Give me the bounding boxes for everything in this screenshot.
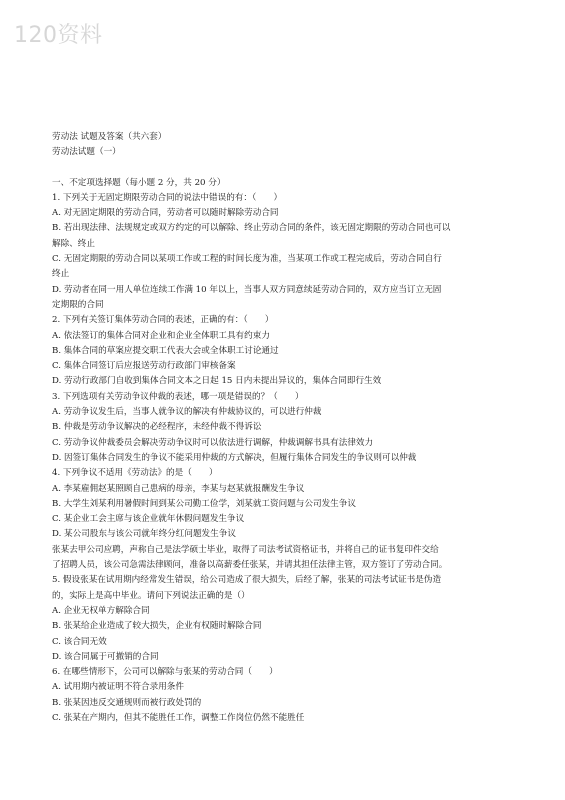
text-line: 定期限的合同 <box>52 299 104 310</box>
text-line: B. 仲裁是劳动争议解决的必经程序，未经仲裁不得诉讼 <box>52 422 262 433</box>
watermark-logo: 120资料 <box>14 23 103 48</box>
document-subtitle: 劳动法试题（一） <box>52 147 121 158</box>
text-line: C. 集体合同签订后应报送劳动行政部门审核备案 <box>52 361 236 372</box>
text-line: 解除、终止 <box>52 238 95 249</box>
text-line: C. 某企业工会主席与该企业就年休假问题发生争议 <box>52 514 245 525</box>
section-heading: 一、不定项选择题（每小题 2 分，共 20 分） <box>52 177 226 188</box>
text-line: B. 张某给企业造成了较大损失，企业有权随时解除合同 <box>52 621 262 632</box>
text-line: 终止 <box>52 269 70 280</box>
spacer <box>52 161 528 176</box>
text-line: 2. 下列有关签订集体劳动合同的表述，正确的有：（ ） <box>52 315 274 326</box>
text-line: D. 该合同属于可撤销的合同 <box>52 651 159 662</box>
text-line: B. 大学生刘某利用暑假时间到某公司勤工俭学，刘某就工资问题与公司发生争议 <box>52 498 356 509</box>
text-line: B. 若出现法律、法规规定或双方约定的可以解除、终止劳动合同的条件，该无固定期限的劳动合同也可以 <box>52 223 451 234</box>
text-line: 5. 假设张某在试用期内经常发生错误，给公司造成了很大损失，后经了解，张某的司法考试证书是伪造 <box>52 575 442 586</box>
text-line: 的，实际上是高中毕业。请问下列说法正确的是（） <box>52 590 250 601</box>
text-line: C. 该合同无效 <box>52 636 107 647</box>
text-line: D. 因签订集体合同发生的争议不能采用仲裁的方式解决，但履行集体合同发生的争议则可以仲裁 <box>52 452 417 463</box>
text-line: D. 某公司股东与该公司就年终分红问题发生争议 <box>52 529 236 540</box>
text-line: B. 集体合同的草案应提交职工代表大会或全体职工讨论通过 <box>52 345 279 356</box>
text-line: 4. 下列争议不适用《劳动法》的是（ ） <box>52 468 218 479</box>
text-line: 3. 下列选项有关劳动争议仲裁的表述，哪一项是错误的？（ ） <box>52 391 304 402</box>
question-list <box>52 191 528 726</box>
text-line: A. 试用期内被证明不符合录用条件 <box>52 682 184 693</box>
text-line: A. 劳动争议发生后，当事人就争议的解决有仲裁协议的，可以进行仲裁 <box>52 407 322 418</box>
document-title: 劳动法 试题及答案（共六套） <box>52 132 167 142</box>
text-line: 1. 下列关于无固定期限劳动合同的说法中错误的有：（ ） <box>52 192 283 203</box>
text-line: C. 无固定期限的劳动合同以某项工作或工程的时间长度为准，当某项工作或工程完成后，劳动合同自行 <box>52 254 442 265</box>
text-line: 6. 在哪些情形下，公司可以解除与张某的劳动合同（ ） <box>52 667 278 678</box>
document-body <box>52 130 528 726</box>
text-line: C. 张某在产期内，但其不能胜任工作，调整工作岗位仍然不能胜任 <box>52 712 305 723</box>
text-line: B. 张某因违反交通规则而被行政处罚的 <box>52 697 202 708</box>
text-line: A. 李某雇佣赵某照顾自己患病的母亲，李某与赵某就报酬发生争议 <box>52 483 305 494</box>
text-line: 张某去甲公司应聘，声称自己是法学硕士毕业，取得了司法考试资格证书，并将自己的证书复印件交给 <box>52 544 439 555</box>
text-line: 了招聘人员，该公司急需法律顾问，准备以高薪委任张某，并请其担任法律主管，双方签订了劳动合同。 <box>52 560 448 571</box>
text-line: D. 劳动者在同一用人单位连续工作满 10 年以上，当事人双方同意续延劳动合同的，双方应当订立无固 <box>52 284 442 295</box>
text-line: D. 劳动行政部门自收到集体合同文本之日起 15 日内未提出异议的，集体合同即行生效 <box>52 376 382 387</box>
text-line: A. 依法签订的集体合同对企业和企业全体职工具有约束力 <box>52 330 270 341</box>
text-line: A. 企业无权单方解除合同 <box>52 605 150 616</box>
text-line: C. 劳动争议仲裁委员会解决劳动争议时可以依法进行调解，仲裁调解书具有法律效力 <box>52 437 374 448</box>
text-line: A. 对无固定期限的劳动合同，劳动者可以随时解除劳动合同 <box>52 208 279 219</box>
